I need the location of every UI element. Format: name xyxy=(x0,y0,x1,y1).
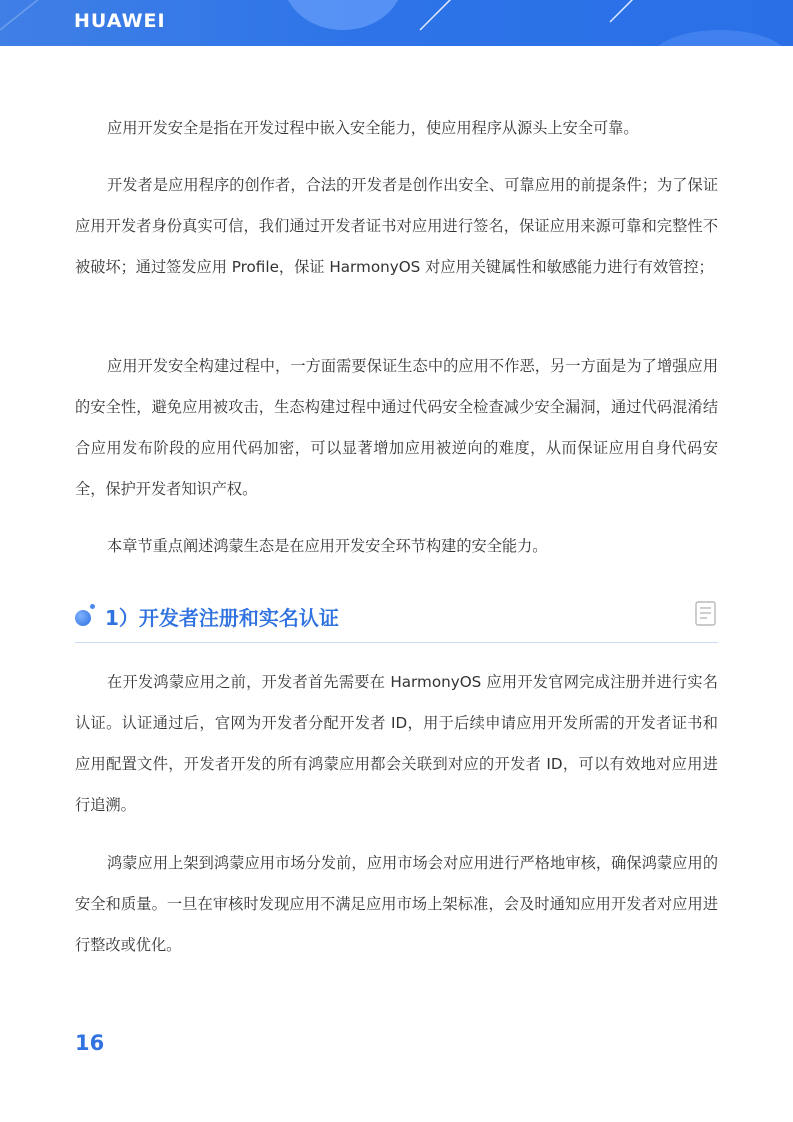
bullet-dot-icon xyxy=(75,610,91,626)
intro-paragraph-1: 应用开发安全是指在开发过程中嵌入安全能力，使应用程序从源头上安全可靠。 xyxy=(107,119,639,137)
page-number: 16 xyxy=(75,1031,105,1055)
section-paragraph-2: 鸿蒙应用上架到鸿蒙应用市场分发前，应用市场会对应用进行严格地审核，确保鸿蒙应用的安全和质量。一旦在审核时发现应用不满足应用市场上架标准，会及时通知应用开发者对应用进行整改或优化。 xyxy=(75,854,718,954)
intro-paragraph-2: 开发者是应用程序的创作者，合法的开发者是创作出安全、可靠应用的前提条件；为了保证应用开发者身份真实可信，我们通过开发者证书对应用进行签名，保证应用来源可靠和完整性不被破坏；通过签发应用 Profile，保证 HarmonyOS 对应用关键属性和敏感能力进行有效管控； xyxy=(75,176,718,276)
huawei-logo: HUAWEI xyxy=(74,10,166,32)
intro-paragraph-4: 本章节重点阐述鸿蒙生态是在应用开发安全环节构建的安全能力。 xyxy=(107,537,548,555)
section-title: 1）开发者注册和实名认证 xyxy=(105,606,339,630)
document-icon xyxy=(694,601,718,627)
bullet-small-dot-icon xyxy=(90,604,95,609)
page-header xyxy=(0,0,793,46)
section-heading xyxy=(75,596,718,643)
intro-paragraph-3: 应用开发安全构建过程中，一方面需要保证生态中的应用不作恶，另一方面是为了增强应用的安全性，避免应用被攻击，生态构建过程中通过代码安全检查减少安全漏洞，通过代码混淆结合应用发布阶段的应用代码加密，可以显著增加应用被逆向的难度，从而保证应用自身代码安全，保护开发者知识产权。 xyxy=(75,357,718,498)
section-paragraph-1: 在开发鸿蒙应用之前，开发者首先需要在 HarmonyOS 应用开发官网完成注册并进行实名认证。认证通过后，官网为开发者分配开发者 ID，用于后续申请应用开发所需的开发者证书和应用配置文件，开发者开发的所有鸿蒙应用都会关联到对应的开发者 ID，可以有效地对应用进行追溯。 xyxy=(75,673,718,814)
